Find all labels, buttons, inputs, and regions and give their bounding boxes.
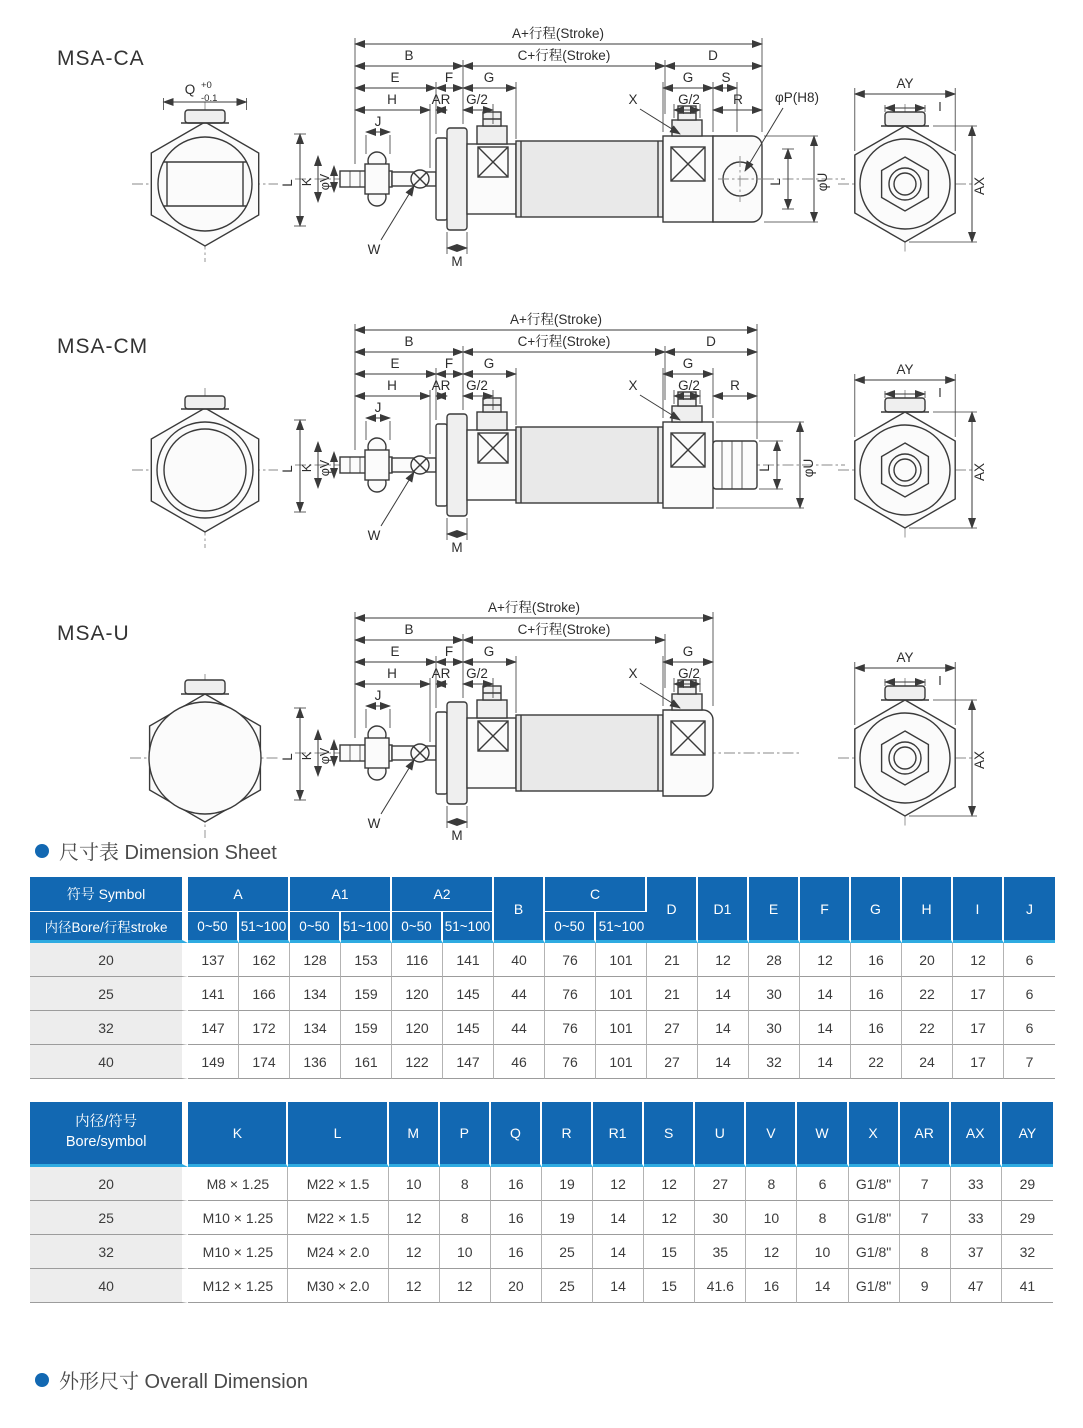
table-cell: 35 — [695, 1235, 746, 1269]
side-view — [295, 680, 800, 804]
table-cell: 41.6 — [695, 1269, 746, 1303]
dim-label-ax: AX — [972, 176, 987, 196]
table-cell: 17 — [953, 1011, 1004, 1045]
rear-view — [838, 76, 987, 254]
table-cell: 76 — [545, 1045, 596, 1079]
table-cell: 145 — [443, 1011, 494, 1045]
dim-label-ar: AR — [431, 666, 451, 681]
dim-label-j: J — [374, 114, 382, 129]
dim-label-g-left: G — [483, 356, 495, 371]
dim-label-p: φP(H8) — [774, 90, 820, 105]
table-cell: 12 — [800, 943, 851, 977]
bore-cell: 20 — [30, 943, 188, 977]
dim-label-x: X — [628, 92, 638, 107]
table-cell: M22 × 1.5 — [288, 1167, 388, 1201]
table-cell: 14 — [698, 1011, 749, 1045]
table-row — [30, 1201, 1053, 1235]
dim-label-b: B — [404, 622, 414, 637]
dim-label-w: W — [367, 528, 381, 543]
dimension-table-2 — [30, 1100, 1053, 1303]
table-cell: 141 — [443, 943, 494, 977]
dim-label-g2-left: G/2 — [466, 666, 488, 681]
table-cell: 122 — [392, 1045, 443, 1079]
table-cell: 15 — [644, 1269, 695, 1303]
dim-label-m: M — [451, 828, 463, 843]
table-row — [30, 977, 1055, 1011]
col-header-a1: A1 — [290, 875, 392, 911]
table-cell: 16 — [851, 1011, 902, 1045]
table-cell: 14 — [797, 1269, 848, 1303]
table-cell: 33 — [951, 1167, 1002, 1201]
col-header-w: W — [797, 1100, 848, 1167]
table-cell: 76 — [545, 943, 596, 977]
dim-label-r: R — [733, 92, 743, 107]
table-cell: 25 — [542, 1269, 593, 1303]
table-cell: 28 — [749, 943, 800, 977]
table-cell: G1/8" — [849, 1201, 900, 1235]
dim-label-e: E — [390, 356, 400, 371]
dim-label-c-stroke: C+行程(Stroke) — [517, 48, 611, 63]
table-cell: 10 — [797, 1235, 848, 1269]
table-row — [30, 1167, 1053, 1201]
table-cell: 8 — [900, 1235, 951, 1269]
table-cell: 14 — [698, 977, 749, 1011]
dim-label-g2-left: G/2 — [466, 92, 488, 107]
table-cell: 14 — [593, 1235, 644, 1269]
dim-label-b: B — [404, 48, 414, 63]
table-cell: 19 — [542, 1201, 593, 1235]
dim-label-k: K — [300, 463, 314, 473]
table-cell: 6 — [1004, 943, 1055, 977]
table-cell: 27 — [647, 1011, 698, 1045]
dim-label-ay: AY — [896, 76, 914, 91]
col-header-a: A — [188, 875, 290, 911]
table-cell: 16 — [491, 1235, 542, 1269]
col-header-q: Q — [491, 1100, 542, 1167]
table-cell: 16 — [491, 1201, 542, 1235]
dim-label-a-stroke: A+行程(Stroke) — [510, 312, 602, 327]
table-cell: 134 — [290, 1011, 341, 1045]
table-cell: 137 — [188, 943, 239, 977]
dim-label-ar: AR — [431, 92, 451, 107]
dim-label-e: E — [390, 644, 400, 659]
table-cell: 147 — [188, 1011, 239, 1045]
dim-label-g-right: G — [682, 356, 694, 371]
dim-label-g-left: G — [483, 70, 495, 85]
dim-label-q-sup: +0 — [201, 80, 212, 91]
bore-cell: 25 — [30, 1201, 188, 1235]
table-cell: 12 — [440, 1269, 491, 1303]
table-cell: 12 — [593, 1167, 644, 1201]
dimension-sheet-heading-text: 尺寸表 Dimension Sheet — [59, 842, 277, 864]
table-cell: 12 — [389, 1235, 440, 1269]
col-header-bore-symbol — [30, 1100, 188, 1167]
table-cell: 8 — [440, 1167, 491, 1201]
col-header-a2: A2 — [392, 875, 494, 911]
table-cell: 149 — [188, 1045, 239, 1079]
table-cell: 20 — [902, 943, 953, 977]
table-cell: 10 — [389, 1167, 440, 1201]
overall-dimension-heading — [35, 1365, 308, 1394]
col-header-l: L — [288, 1100, 388, 1167]
table-cell: 6 — [1004, 1011, 1055, 1045]
rear-view — [838, 650, 987, 828]
table-cell: 30 — [695, 1201, 746, 1235]
dim-label-r: R — [730, 378, 740, 393]
table-cell: 12 — [389, 1201, 440, 1235]
table-cell: 147 — [443, 1045, 494, 1079]
dim-label-q: Q — [184, 82, 196, 97]
front-view — [132, 80, 278, 262]
table-cell: 120 — [392, 1011, 443, 1045]
table-row — [30, 943, 1055, 977]
dim-label-c-stroke: C+行程(Stroke) — [517, 334, 611, 349]
dim-label-c-stroke: C+行程(Stroke) — [517, 622, 611, 637]
dim-label-l-right: L — [768, 178, 783, 186]
col-header-u: U — [695, 1100, 746, 1167]
dim-label-g2-right: G/2 — [678, 92, 700, 107]
table-cell: M10 × 1.25 — [188, 1235, 288, 1269]
table-cell: 128 — [290, 943, 341, 977]
table-cell: 37 — [951, 1235, 1002, 1269]
table-cell: 24 — [902, 1045, 953, 1079]
table-cell: 32 — [749, 1045, 800, 1079]
table-cell: 41 — [1002, 1269, 1053, 1303]
table-cell: 159 — [341, 1011, 392, 1045]
table-cell: 44 — [494, 977, 545, 1011]
table-cell: 47 — [951, 1269, 1002, 1303]
table-cell: 174 — [239, 1045, 290, 1079]
table-cell: 12 — [698, 943, 749, 977]
dim-label-s: S — [721, 70, 731, 85]
table-cell: 17 — [953, 977, 1004, 1011]
col-header-a2-hi: 51~100 — [443, 911, 494, 943]
col-header-ar: AR — [900, 1100, 951, 1167]
table-cell: M30 × 2.0 — [288, 1269, 388, 1303]
table-cell: M12 × 1.25 — [188, 1269, 288, 1303]
drawing-title-msa-u: MSA-U — [57, 622, 130, 646]
table-cell: 134 — [290, 977, 341, 1011]
col-header-a2-lo: 0~50 — [392, 911, 443, 943]
col-header-a1-lo: 0~50 — [290, 911, 341, 943]
col-header-c-lo: 0~50 — [545, 911, 596, 943]
table-cell: M24 × 2.0 — [288, 1235, 388, 1269]
table-cell: 16 — [746, 1269, 797, 1303]
dim-label-d: D — [706, 334, 716, 349]
table-cell: 159 — [341, 977, 392, 1011]
drawing-title-msa-ca: MSA-CA — [57, 47, 145, 71]
col-header-x: X — [849, 1100, 900, 1167]
table-cell: 12 — [644, 1201, 695, 1235]
table-cell: 16 — [491, 1167, 542, 1201]
table-row — [30, 1045, 1055, 1079]
col-header-h: H — [902, 875, 953, 943]
dim-label-g2-right: G/2 — [678, 378, 700, 393]
table-cell: 14 — [800, 1045, 851, 1079]
col-header-i: I — [953, 875, 1004, 943]
bore-cell: 40 — [30, 1269, 188, 1303]
bullet-icon — [35, 1373, 49, 1387]
dim-label-b: B — [404, 334, 414, 349]
table-cell: 145 — [443, 977, 494, 1011]
dim-label-a-stroke: A+行程(Stroke) — [512, 26, 604, 41]
col-header-a-lo: 0~50 — [188, 911, 239, 943]
col-header-r1: R1 — [593, 1100, 644, 1167]
col-header-ax: AX — [951, 1100, 1002, 1167]
table-cell: 76 — [545, 977, 596, 1011]
table-cell: 9 — [900, 1269, 951, 1303]
col-header-s: S — [644, 1100, 695, 1167]
dim-label-g2-right: G/2 — [678, 666, 700, 681]
table-cell: 8 — [440, 1201, 491, 1235]
table-cell: 101 — [596, 943, 647, 977]
col-header-j: J — [1004, 875, 1055, 943]
dim-label-k: K — [300, 751, 314, 761]
table-row — [30, 1235, 1053, 1269]
dim-label-a-stroke: A+行程(Stroke) — [488, 600, 580, 615]
dim-label-d: D — [708, 48, 718, 63]
table-cell: 8 — [797, 1201, 848, 1235]
table-cell: 120 — [392, 977, 443, 1011]
bore-cell: 32 — [30, 1235, 188, 1269]
table-cell: 27 — [647, 1045, 698, 1079]
dim-label-l-left: L — [280, 179, 295, 187]
dimension-sheet-heading — [35, 836, 277, 865]
col-header-d: D — [647, 875, 698, 943]
table-cell: 14 — [800, 1011, 851, 1045]
dim-label-g-right: G — [682, 70, 694, 85]
dim-label-j: J — [374, 400, 382, 415]
dim-label-e: E — [390, 70, 400, 85]
table-cell: 141 — [188, 977, 239, 1011]
table-cell: 116 — [392, 943, 443, 977]
dim-label-h: H — [387, 92, 397, 107]
drawing-title-msa-cm: MSA-CM — [57, 335, 149, 359]
col-header-f: F — [800, 875, 851, 943]
col-header-p: P — [440, 1100, 491, 1167]
dim-label-g-left: G — [483, 644, 495, 659]
dim-label-g2-left: G/2 — [466, 378, 488, 393]
dim-label-i: I — [938, 674, 942, 688]
table-cell: 153 — [341, 943, 392, 977]
bullet-icon — [35, 844, 49, 858]
dim-label-m: M — [451, 540, 463, 555]
table-cell: 27 — [695, 1167, 746, 1201]
dim-label-f: F — [444, 356, 454, 371]
table-cell: 12 — [644, 1167, 695, 1201]
table-cell: 22 — [902, 977, 953, 1011]
col-header-c: C — [545, 875, 647, 911]
table-cell: 21 — [647, 977, 698, 1011]
dim-label-q-sub: -0.1 — [201, 93, 218, 104]
col-header-symbol: 符号 Symbol — [30, 875, 188, 911]
table-cell: 101 — [596, 1045, 647, 1079]
table-cell: 136 — [290, 1045, 341, 1079]
dim-label-m: M — [451, 254, 463, 269]
table-cell: 22 — [851, 1045, 902, 1079]
table-cell: 101 — [596, 977, 647, 1011]
table-row — [30, 1269, 1053, 1303]
front-view — [130, 674, 280, 838]
table-cell: 172 — [239, 1011, 290, 1045]
dim-label-v: φV — [318, 173, 332, 191]
dim-label-ay: AY — [896, 362, 914, 377]
dim-label-x: X — [628, 666, 638, 681]
table-cell: 14 — [593, 1201, 644, 1235]
col-header-bore-symbol-en: Bore/symbol — [65, 1134, 147, 1150]
table-cell: 10 — [440, 1235, 491, 1269]
table-cell: 19 — [542, 1167, 593, 1201]
table-cell: 21 — [647, 943, 698, 977]
bore-cell: 20 — [30, 1167, 188, 1201]
overall-dimension-heading-text: 外形尺寸 Overall Dimension — [59, 1371, 308, 1393]
bore-cell: 25 — [30, 977, 188, 1011]
dim-label-k: K — [300, 177, 314, 187]
table-cell: 14 — [593, 1269, 644, 1303]
table-row — [30, 1011, 1055, 1045]
table-cell: 29 — [1002, 1167, 1053, 1201]
table-cell: 16 — [851, 977, 902, 1011]
table-cell: 76 — [545, 1011, 596, 1045]
table-cell: M10 × 1.25 — [188, 1201, 288, 1235]
table-cell: 161 — [341, 1045, 392, 1079]
dim-label-ax: AX — [972, 462, 987, 482]
col-header-b: B — [494, 875, 545, 943]
table-cell: 162 — [239, 943, 290, 977]
dim-label-ax: AX — [972, 750, 987, 770]
bore-cell: 32 — [30, 1011, 188, 1045]
dimension-table-1 — [30, 875, 1055, 1079]
table-cell: 7 — [900, 1167, 951, 1201]
table-cell: 101 — [596, 1011, 647, 1045]
table-cell: 22 — [902, 1011, 953, 1045]
dim-label-f: F — [444, 70, 454, 85]
dim-label-i: I — [938, 386, 942, 400]
rear-view — [838, 362, 987, 540]
table-cell: 44 — [494, 1011, 545, 1045]
dim-label-w: W — [367, 242, 381, 257]
col-header-bore-symbol-zh: 内径/符号 — [75, 1114, 138, 1131]
table-cell: 166 — [239, 977, 290, 1011]
dim-label-j: J — [374, 688, 382, 703]
dim-label-l-left: L — [280, 753, 295, 761]
table-cell: 12 — [389, 1269, 440, 1303]
dim-label-f: F — [444, 644, 454, 659]
table-cell: 14 — [800, 977, 851, 1011]
table-cell: G1/8" — [849, 1235, 900, 1269]
table-cell: 6 — [797, 1167, 848, 1201]
dim-label-ar: AR — [431, 378, 451, 393]
dim-label-ay: AY — [896, 650, 914, 665]
dim-label-h: H — [387, 666, 397, 681]
dim-label-v: φV — [318, 459, 332, 477]
table-cell: 7 — [900, 1201, 951, 1235]
dim-label-l-left: L — [280, 465, 295, 473]
drawing-msa-u — [0, 588, 1083, 873]
table-cell: 29 — [1002, 1201, 1053, 1235]
col-header-v: V — [746, 1100, 797, 1167]
table-cell: 8 — [746, 1167, 797, 1201]
table-cell: 20 — [491, 1269, 542, 1303]
col-header-a-hi: 51~100 — [239, 911, 290, 943]
bore-cell: 40 — [30, 1045, 188, 1079]
table-cell: 46 — [494, 1045, 545, 1079]
table-cell: 33 — [951, 1201, 1002, 1235]
table-cell: 30 — [749, 1011, 800, 1045]
dim-label-v: φV — [318, 747, 332, 765]
table-cell: 40 — [494, 943, 545, 977]
table-cell: 10 — [746, 1201, 797, 1235]
dim-label-w: W — [367, 816, 381, 831]
front-view — [132, 388, 278, 548]
table-cell: 12 — [953, 943, 1004, 977]
table-cell: G1/8" — [849, 1167, 900, 1201]
dim-label-h: H — [387, 378, 397, 393]
col-header-r: R — [542, 1100, 593, 1167]
table-cell: 25 — [542, 1235, 593, 1269]
dim-label-l-right: L — [757, 464, 772, 472]
table-cell: 15 — [644, 1235, 695, 1269]
col-header-ay: AY — [1002, 1100, 1053, 1167]
col-header-k: K — [188, 1100, 288, 1167]
table-cell: M8 × 1.25 — [188, 1167, 288, 1201]
table-cell: 32 — [1002, 1235, 1053, 1269]
table-cell: 6 — [1004, 977, 1055, 1011]
table-cell: 16 — [851, 943, 902, 977]
col-header-bore-stroke: 内径Bore/行程stroke — [30, 911, 188, 943]
table-cell: 14 — [698, 1045, 749, 1079]
drawing-msa-ca — [0, 14, 1083, 299]
col-header-e: E — [749, 875, 800, 943]
table-cell: 12 — [746, 1235, 797, 1269]
table-cell: 7 — [1004, 1045, 1055, 1079]
col-header-m: M — [389, 1100, 440, 1167]
dim-label-i: I — [938, 100, 942, 114]
dim-label-u: φU — [801, 458, 816, 478]
table-cell: M22 × 1.5 — [288, 1201, 388, 1235]
col-header-c-hi: 51~100 — [596, 911, 647, 943]
dim-label-x: X — [628, 378, 638, 393]
col-header-g: G — [851, 875, 902, 943]
drawing-msa-cm — [0, 300, 1083, 585]
table-cell: 30 — [749, 977, 800, 1011]
dim-label-u: φU — [815, 172, 830, 192]
table-cell: G1/8" — [849, 1269, 900, 1303]
dim-label-g-right: G — [682, 644, 694, 659]
col-header-d1: D1 — [698, 875, 749, 943]
col-header-a1-hi: 51~100 — [341, 911, 392, 943]
table-cell: 17 — [953, 1045, 1004, 1079]
